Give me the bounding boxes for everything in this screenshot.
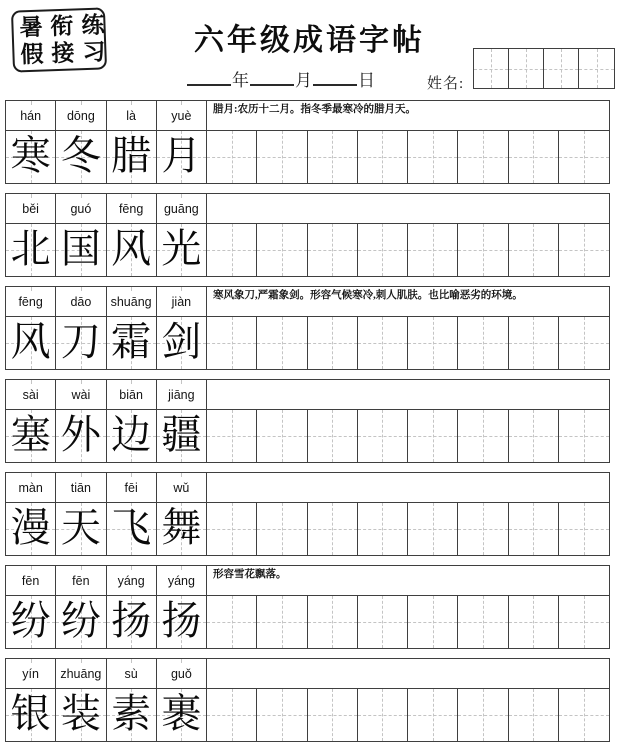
character-text: 寒 (10, 133, 51, 178)
pinyin-text: sù (124, 666, 138, 681)
character-text: 飞 (111, 505, 152, 550)
practice-cell (509, 131, 559, 183)
pinyin-text: běi (22, 201, 39, 216)
pinyin-cell (6, 380, 56, 409)
character-cell (6, 689, 56, 741)
practice-cell (207, 410, 257, 462)
character-cell (6, 503, 56, 555)
practice-cell (408, 596, 458, 648)
pinyin-cell (107, 101, 157, 130)
pinyin-cell (56, 101, 106, 130)
practice-cell (559, 131, 609, 183)
character-text: 风 (10, 319, 51, 364)
idiom-block (5, 286, 610, 370)
pinyin-text: guāng (163, 201, 199, 216)
practice-cell (509, 596, 559, 648)
pinyin-row (6, 101, 609, 131)
month-blank-line (250, 83, 294, 86)
character-cell (6, 596, 56, 648)
character-text: 腊 (111, 133, 152, 178)
character-cell (157, 503, 207, 555)
practice-cell (358, 410, 408, 462)
pinyin-cell (157, 566, 207, 595)
pinyin-cell (107, 473, 157, 502)
practice-cell (308, 596, 358, 648)
pinyin-text: jiāng (168, 387, 195, 402)
pinyin-text: yáng (117, 573, 145, 588)
character-text: 风 (111, 226, 152, 271)
pinyin-row (6, 473, 609, 503)
character-row (6, 596, 609, 648)
definition-cell (207, 194, 609, 223)
character-text: 扬 (111, 598, 152, 643)
pinyin-text: yín (22, 666, 39, 681)
character-cell (157, 131, 207, 183)
practice-cell (408, 410, 458, 462)
practice-cell (559, 317, 609, 369)
date-line (186, 66, 375, 91)
name-grid-cell (544, 49, 579, 88)
pinyin-text: là (126, 108, 136, 123)
character-cell (107, 410, 157, 462)
pinyin-cell (56, 473, 106, 502)
practice-cell (358, 689, 408, 741)
practice-cell (509, 224, 559, 276)
practice-cell (358, 596, 408, 648)
practice-cell (458, 131, 508, 183)
definition-text: 寒风象刀,严霜象剑。形容气候寒冷,刺人肌肤。也比喻恶劣的环境。 (213, 290, 523, 301)
character-text: 疆 (161, 412, 202, 457)
year-blank-line (187, 83, 231, 86)
pinyin-text: fēng (118, 201, 144, 216)
stamp-line-1: 暑衔练 (19, 12, 113, 41)
pinyin-cell (107, 659, 157, 688)
pinyin-cell (6, 473, 56, 502)
character-cell (157, 410, 207, 462)
name-grid-cell (474, 49, 509, 88)
definition-cell (207, 659, 609, 688)
definition-text: 腊月:农历十二月。指冬季最寒冷的腊月天。 (213, 104, 416, 115)
character-text: 霜 (111, 319, 152, 364)
pinyin-text: tiān (70, 480, 91, 495)
name-grid-cell (579, 49, 614, 88)
character-cell (6, 224, 56, 276)
pinyin-cell (56, 287, 106, 316)
pinyin-cell (56, 566, 106, 595)
practice-cell (408, 131, 458, 183)
character-cell (157, 596, 207, 648)
pinyin-cell (157, 380, 207, 409)
idiom-block (5, 565, 610, 649)
pinyin-row (6, 566, 609, 596)
character-cell (157, 224, 207, 276)
pinyin-text: dāo (70, 294, 92, 309)
pinyin-cell (107, 287, 157, 316)
name-label: 姓名: (427, 76, 465, 92)
pinyin-row (6, 659, 609, 689)
practice-cell (559, 224, 609, 276)
practice-cell (358, 503, 408, 555)
pinyin-cell (157, 287, 207, 316)
character-cell (6, 317, 56, 369)
practice-cell (458, 224, 508, 276)
month-label: 月 (295, 71, 312, 90)
practice-cell (207, 503, 257, 555)
pinyin-cell (6, 194, 56, 223)
character-cell (157, 689, 207, 741)
character-text: 纷 (60, 598, 101, 643)
character-text: 纷 (10, 598, 51, 643)
pinyin-text: wǔ (173, 480, 190, 495)
pinyin-text: fēi (124, 480, 138, 495)
character-cell (107, 689, 157, 741)
definition-cell (207, 566, 609, 595)
practice-cell (257, 224, 307, 276)
pinyin-cell (157, 101, 207, 130)
summer-practice-stamp (11, 7, 114, 72)
practice-cell (509, 317, 559, 369)
practice-cell (559, 503, 609, 555)
pinyin-cell (6, 659, 56, 688)
character-row (6, 410, 609, 462)
name-grid (473, 48, 615, 89)
character-cell (56, 503, 106, 555)
character-text: 冬 (60, 133, 101, 178)
character-text: 光 (161, 226, 202, 271)
character-cell (56, 224, 106, 276)
practice-cell (408, 503, 458, 555)
idiom-block (5, 100, 610, 184)
character-text: 裹 (161, 691, 202, 736)
character-cell (107, 503, 157, 555)
character-text: 边 (111, 412, 152, 457)
character-row (6, 224, 609, 276)
character-row (6, 503, 609, 555)
character-cell (56, 317, 106, 369)
practice-cell (257, 596, 307, 648)
pinyin-text: dōng (66, 108, 95, 123)
character-text: 剑 (161, 319, 202, 364)
pinyin-cell (6, 101, 56, 130)
worksheet-header (0, 0, 626, 100)
character-text: 素 (111, 691, 152, 736)
practice-cell (408, 689, 458, 741)
stamp-line-2: 假接习 (20, 39, 114, 68)
definition-text: 形容雪花飘落。 (213, 569, 287, 580)
pinyin-cell (56, 194, 106, 223)
character-cell (56, 689, 106, 741)
character-cell (56, 596, 106, 648)
character-text: 刀 (60, 319, 101, 364)
pinyin-row (6, 380, 609, 410)
practice-cell (559, 596, 609, 648)
practice-cell (308, 224, 358, 276)
pinyin-cell (157, 659, 207, 688)
character-text: 外 (60, 412, 101, 457)
practice-cell (559, 689, 609, 741)
character-row (6, 317, 609, 369)
character-text: 北 (10, 226, 51, 271)
pinyin-row (6, 194, 609, 224)
day-label: 日 (358, 71, 375, 90)
character-text: 舞 (161, 505, 202, 550)
pinyin-text: yáng (167, 573, 195, 588)
pinyin-text: hán (20, 108, 42, 123)
practice-cell (458, 317, 508, 369)
practice-cell (458, 689, 508, 741)
practice-cell (458, 410, 508, 462)
name-grid-cell (509, 49, 544, 88)
practice-cell (308, 131, 358, 183)
practice-cell (509, 503, 559, 555)
pinyin-cell (157, 194, 207, 223)
character-cell (56, 410, 106, 462)
idiom-block (5, 658, 610, 742)
pinyin-text: guǒ (170, 666, 192, 681)
character-text: 扬 (161, 598, 202, 643)
pinyin-text: màn (18, 480, 43, 495)
definition-cell (207, 380, 609, 409)
pinyin-cell (157, 473, 207, 502)
page-title: 六年级成语字帖 (194, 24, 425, 57)
definition-cell (207, 287, 609, 316)
practice-cell (207, 689, 257, 741)
character-cell (6, 410, 56, 462)
character-cell (107, 317, 157, 369)
pinyin-text: zhuāng (60, 666, 102, 681)
practice-cell (308, 410, 358, 462)
pinyin-cell (6, 566, 56, 595)
pinyin-cell (107, 194, 157, 223)
character-text: 国 (60, 226, 101, 271)
practice-cell (458, 503, 508, 555)
character-text: 天 (60, 505, 101, 550)
pinyin-text: fēn (21, 573, 40, 588)
character-text: 漫 (10, 505, 51, 550)
practice-cell (559, 410, 609, 462)
practice-cell (358, 317, 408, 369)
idiom-block (5, 193, 610, 277)
practice-cell (408, 224, 458, 276)
pinyin-text: fēng (18, 294, 43, 309)
practice-cell (509, 689, 559, 741)
pinyin-text: jiàn (171, 294, 192, 309)
practice-cell (257, 689, 307, 741)
day-blank-line (313, 83, 357, 86)
practice-cell (207, 131, 257, 183)
practice-cell (257, 131, 307, 183)
practice-cell (458, 596, 508, 648)
character-text: 装 (60, 691, 101, 736)
practice-cell (358, 224, 408, 276)
character-cell (157, 317, 207, 369)
practice-cell (308, 689, 358, 741)
pinyin-cell (56, 659, 106, 688)
pinyin-row (6, 287, 609, 317)
practice-cell (207, 596, 257, 648)
pinyin-cell (56, 380, 106, 409)
pinyin-cell (107, 566, 157, 595)
pinyin-text: wài (71, 387, 91, 402)
practice-cell (207, 317, 257, 369)
pinyin-text: shuāng (110, 294, 152, 309)
character-text: 月 (161, 133, 202, 178)
character-cell (56, 131, 106, 183)
idiom-rows (0, 100, 626, 742)
practice-cell (257, 503, 307, 555)
practice-cell (257, 410, 307, 462)
character-cell (107, 596, 157, 648)
practice-cell (308, 317, 358, 369)
character-text: 塞 (10, 412, 51, 457)
practice-cell (257, 317, 307, 369)
character-cell (107, 224, 157, 276)
practice-cell (207, 224, 257, 276)
year-label: 年 (232, 71, 249, 90)
pinyin-text: guó (70, 201, 92, 216)
character-cell (107, 131, 157, 183)
idiom-block (5, 472, 610, 556)
practice-cell (358, 131, 408, 183)
pinyin-cell (6, 287, 56, 316)
pinyin-text: biān (119, 387, 143, 402)
character-row (6, 131, 609, 183)
pinyin-text: fēn (72, 573, 90, 588)
idiom-block (5, 379, 610, 463)
character-cell (6, 131, 56, 183)
character-row (6, 689, 609, 741)
practice-cell (408, 317, 458, 369)
definition-cell (207, 101, 609, 130)
pinyin-text: yuè (171, 108, 192, 123)
practice-cell (509, 410, 559, 462)
pinyin-text: sài (22, 387, 39, 402)
practice-cell (308, 503, 358, 555)
character-text: 银 (10, 691, 51, 736)
definition-cell (207, 473, 609, 502)
pinyin-cell (107, 380, 157, 409)
